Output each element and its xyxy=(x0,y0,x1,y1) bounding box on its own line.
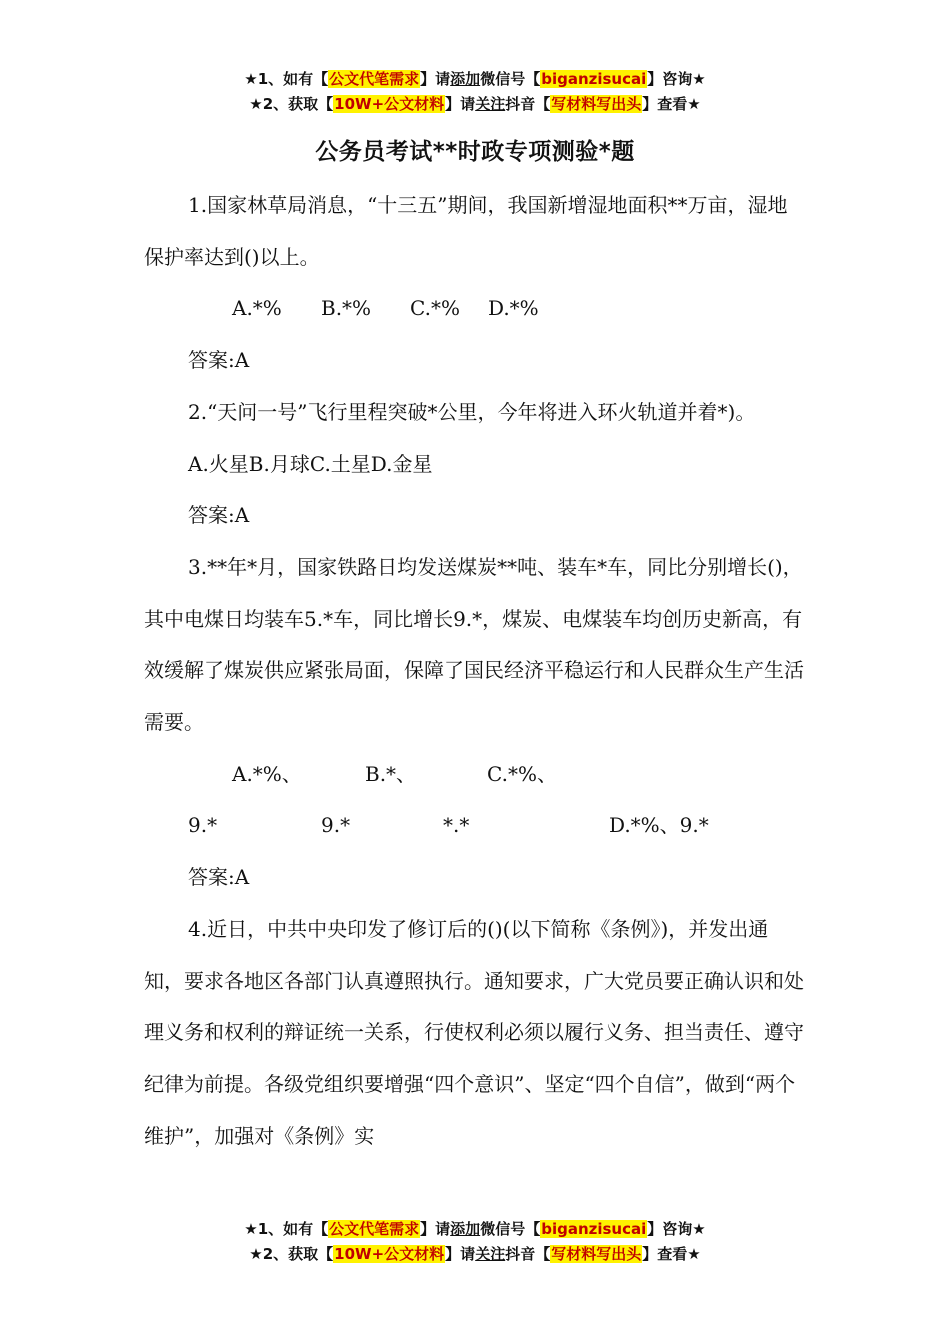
banner-text: 2、获取【 xyxy=(262,1245,334,1263)
question-options xyxy=(144,749,806,852)
option: B.*% xyxy=(321,296,372,321)
star-icon: ★ xyxy=(249,1245,263,1263)
question-options xyxy=(144,283,806,335)
question-answer: 答案:A xyxy=(188,348,250,373)
banner-text: 】咨询 xyxy=(647,1220,693,1238)
banner-text: 微信号【 xyxy=(480,70,541,88)
star-icon: ★ xyxy=(244,70,258,88)
highlight-materials: 10W+公文材料 xyxy=(334,1245,445,1263)
footer-line-1 xyxy=(0,1217,950,1242)
highlight-douyin: 写材料写出头 xyxy=(551,95,642,113)
banner-text: 抖音【 xyxy=(505,95,551,113)
footer-line-2 xyxy=(0,1242,950,1267)
question-answer: 答案:A xyxy=(188,503,250,528)
option: C.*%、*.* xyxy=(443,761,557,838)
banner-text: 1、如有【 xyxy=(257,1220,329,1238)
option: B.*、9.* xyxy=(321,761,417,838)
document-body xyxy=(144,180,806,1162)
banner-text: 】查看 xyxy=(642,1245,688,1263)
banner-line-2 xyxy=(0,92,950,117)
option: D.*%、9.* xyxy=(609,813,709,838)
banner-text: 1、如有【 xyxy=(257,70,329,88)
highlight-service: 公文代笔需求 xyxy=(329,70,420,88)
banner-text: 】请 xyxy=(445,1245,476,1263)
banner-text: 抖音【 xyxy=(505,1245,551,1263)
banner-text: 】请 xyxy=(420,70,451,88)
question-text: 3.**年*月，国家铁路日均发送煤炭**吨、装车*车，同比分别增长()，其中电煤日均装车5.*车，同比增长9.*，煤炭、电煤装车均创历史新高，有效缓解了煤炭供应紧张局面，保障了国民经济平稳运行和人民群众生产生活需要。 xyxy=(144,554,804,735)
star-icon: ★ xyxy=(687,1245,701,1263)
highlight-service: 公文代笔需求 xyxy=(329,1220,420,1238)
question-text: 4.近日，中共中央印发了修订后的()(以下简称《条例》)，并发出通知，要求各地区各部门认真遵照执行。通知要求，广大党员要正确认识和处理义务和权利的辩证统一关系，行使权利必须以履行义务、担当责任、遵守纪律为前提。各级党组织要增强“四个意识”、坚定“四个自信”，做到“两个维护”，加强对《条例》实 xyxy=(144,916,804,1148)
header-banner xyxy=(0,67,950,117)
banner-line-1 xyxy=(0,67,950,92)
star-icon: ★ xyxy=(244,1220,258,1238)
option: A.*%、9.* xyxy=(188,761,302,838)
banner-text: 】查看 xyxy=(642,95,688,113)
question-text: 1.国家林草局消息，“十三五”期间，我国新增湿地面积**万亩，湿地保护率达到()以上。 xyxy=(144,193,788,269)
banner-text: 微信号【 xyxy=(480,1220,541,1238)
banner-emphasis: 关注 xyxy=(475,95,506,113)
star-icon: ★ xyxy=(692,70,706,88)
question-text: 2.“天问一号”飞行里程突破*公里，今年将进入环火轨道并着*)。 xyxy=(188,399,756,424)
star-icon: ★ xyxy=(687,95,701,113)
banner-text: 】请 xyxy=(420,1220,451,1238)
star-icon: ★ xyxy=(249,95,263,113)
page-title: 公务员考试**时政专项测验*题 xyxy=(315,139,635,165)
banner-emphasis: 关注 xyxy=(475,1245,506,1263)
highlight-wechat-id: biganzisucai xyxy=(541,70,647,88)
option: A.*% xyxy=(232,296,282,321)
banner-text: 】请 xyxy=(445,95,476,113)
option: C.*% xyxy=(410,296,460,321)
banner-text: 】咨询 xyxy=(647,70,693,88)
highlight-douyin: 写材料写出头 xyxy=(551,1245,642,1263)
question-answer: 答案:A xyxy=(188,865,250,890)
option: D.*% xyxy=(488,296,539,321)
banner-emphasis: 添加 xyxy=(450,70,481,88)
star-icon: ★ xyxy=(692,1220,706,1238)
highlight-wechat-id: biganzisucai xyxy=(541,1220,647,1238)
footer-banner xyxy=(0,1217,950,1267)
question-options: A.火星B.月球C.土星D.金星 xyxy=(188,451,433,476)
banner-emphasis: 添加 xyxy=(450,1220,481,1238)
highlight-materials: 10W+公文材料 xyxy=(334,95,445,113)
banner-text: 2、获取【 xyxy=(262,95,334,113)
